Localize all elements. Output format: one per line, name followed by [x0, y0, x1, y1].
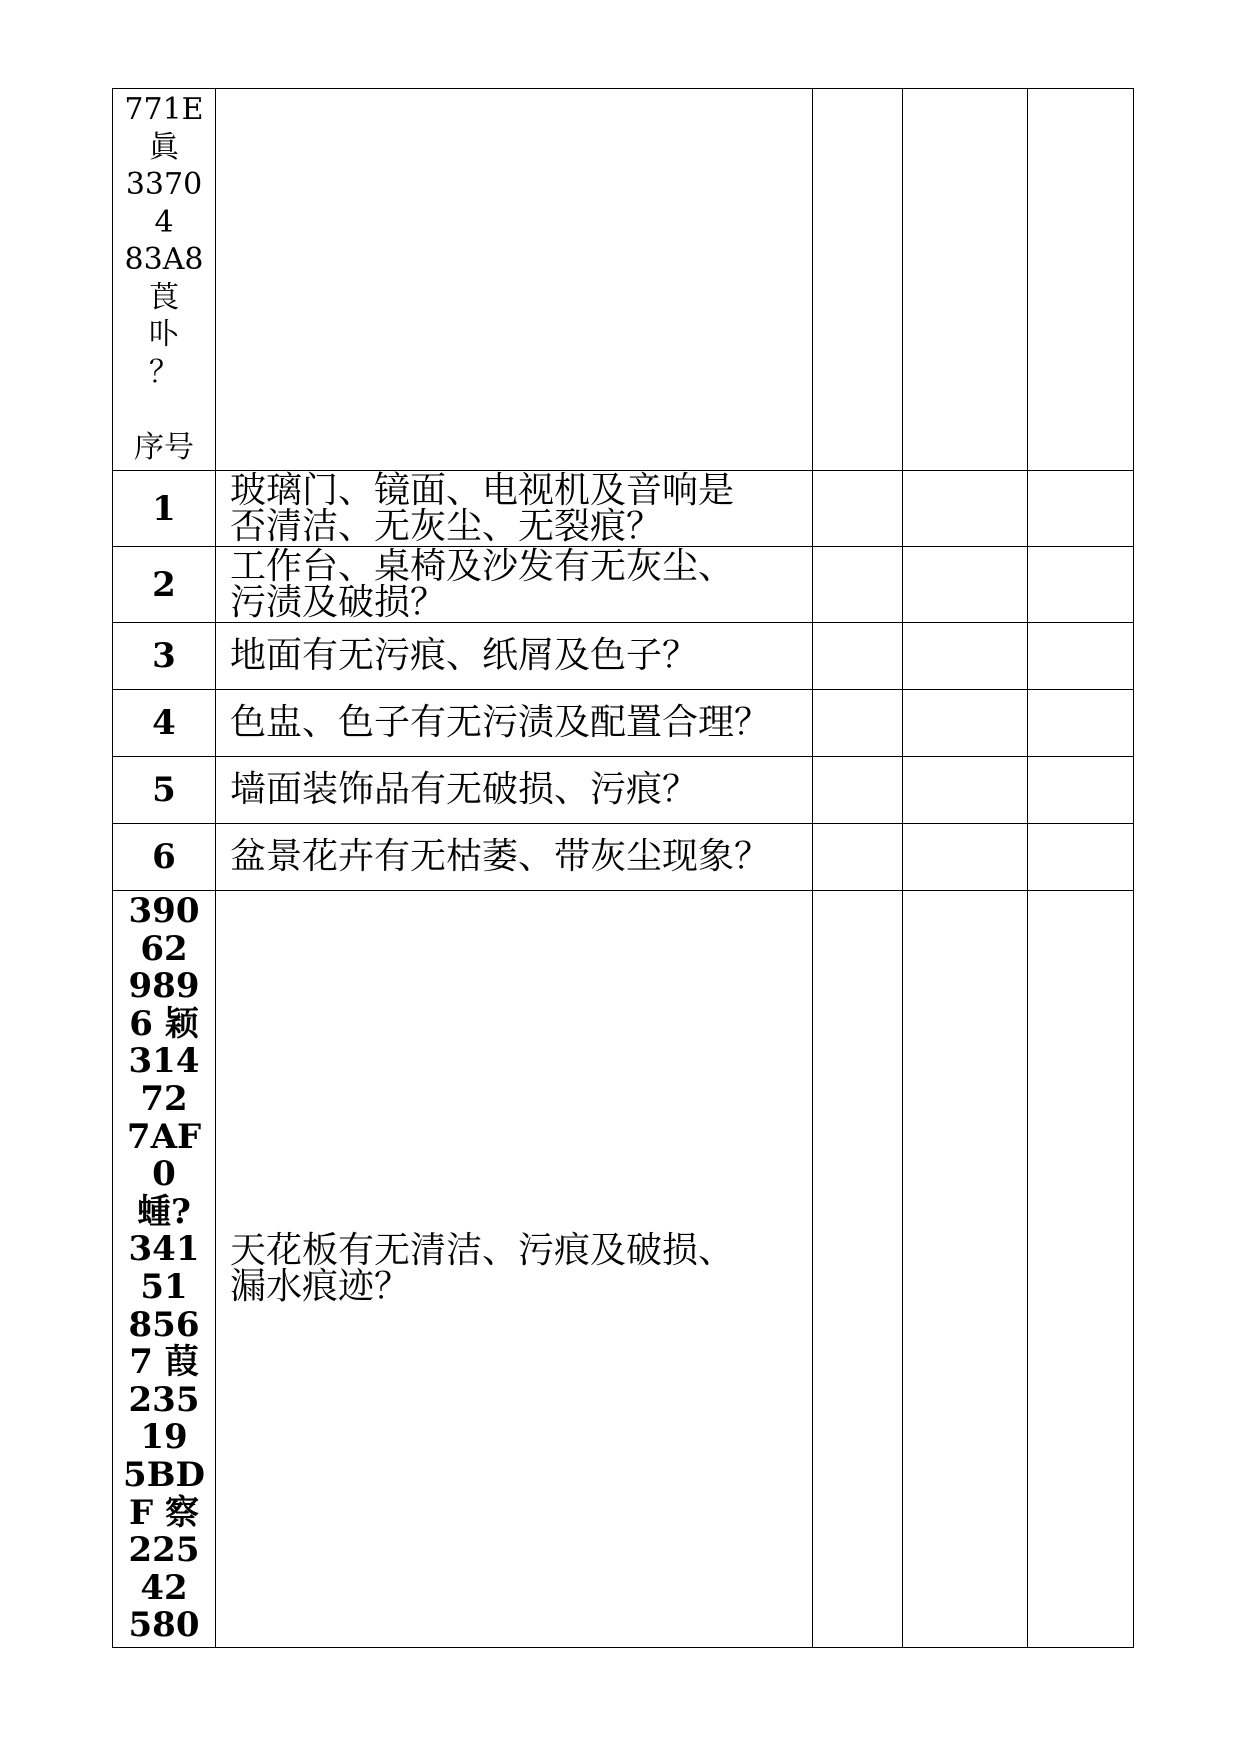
header-col3-cell: [813, 89, 903, 471]
header-col4-cell: [903, 89, 1028, 471]
side-line: 0: [152, 1154, 176, 1195]
header-line: 4: [154, 204, 174, 240]
row-cell-5: [1028, 623, 1134, 690]
row-item: [216, 623, 813, 690]
row-cell-4: [903, 471, 1028, 547]
side-line: 235: [128, 1379, 200, 1420]
side-line: 19: [140, 1417, 188, 1458]
side-line: 7AF: [126, 1116, 202, 1157]
row-cell-3: [813, 690, 903, 757]
side-line: 51: [140, 1266, 188, 1307]
row-cell-5: [1028, 891, 1134, 1648]
row-cell-3: [813, 891, 903, 1648]
row-cell-4: [903, 623, 1028, 690]
side-line: 314: [128, 1041, 200, 1082]
row-cell-3: [813, 824, 903, 891]
table-row: [113, 623, 1134, 690]
side-line: 72: [140, 1078, 188, 1119]
table-row: [113, 471, 1134, 547]
row-item: [216, 690, 813, 757]
header-line: 3370: [125, 167, 203, 202]
item-line: 玻璃门、镜面、电视机及音响是: [230, 469, 735, 511]
row-cell-5: [1028, 471, 1134, 547]
side-line: 7 葭: [129, 1342, 199, 1383]
header-serial-label: 序号: [134, 429, 194, 465]
header-line: 眞: [149, 129, 179, 165]
row-item: [216, 471, 813, 547]
row-cell-3: [813, 471, 903, 547]
side-line: 6 颖: [129, 1003, 199, 1044]
side-line: 390: [128, 891, 200, 931]
item-line: 工作台、桌椅及沙发有无灰尘、: [230, 545, 735, 587]
side-line: 62: [140, 928, 188, 969]
side-line: 989: [128, 966, 200, 1007]
row-cell-4: [903, 824, 1028, 891]
item-line: 墙面装饰品有无破损、污痕？: [230, 769, 699, 810]
row-cell-3: [813, 623, 903, 690]
item-line: 地面有无污痕、纸屑及色子？: [230, 635, 699, 676]
table-row: [113, 547, 1134, 623]
row-number: 6: [113, 824, 216, 891]
header-col5-cell: [1028, 89, 1134, 471]
table-row: [113, 690, 1134, 757]
row-cell-3: [813, 757, 903, 824]
item-line: 否清洁、无灰尘、无裂痕？: [230, 505, 663, 547]
header-line: 莨: [149, 279, 179, 315]
item-line: 污渍及破损？: [230, 581, 447, 623]
header-item-cell: [216, 89, 813, 471]
table-row: [113, 824, 1134, 891]
row-cell-5: [1028, 690, 1134, 757]
row-cell-4: [903, 547, 1028, 623]
inspection-table: [112, 88, 1134, 1648]
row-cell-3: [813, 547, 903, 623]
row-cell-5: [1028, 824, 1134, 891]
row-number: 4: [113, 690, 216, 757]
row-number: 2: [113, 547, 216, 623]
item-line: 漏水痕迹？: [230, 1266, 411, 1307]
row-number: 1: [113, 471, 216, 547]
side-line: 蝩?: [137, 1191, 191, 1232]
side-line: 225: [128, 1530, 200, 1571]
row-item: [216, 824, 813, 891]
item-line: 天花板有无清洁、污痕及破损、: [230, 1230, 735, 1271]
row-item: [216, 547, 813, 623]
row-number: 3: [113, 623, 216, 690]
header-line: 83A8: [124, 242, 204, 277]
side-line: 42: [140, 1567, 188, 1608]
side-line: 580: [128, 1605, 200, 1646]
header-line: [113, 391, 215, 429]
table-row: [113, 757, 1134, 824]
side-line: F 察: [129, 1492, 199, 1533]
item-line: 盆景花卉有无枯萎、带灰尘现象？: [230, 836, 771, 877]
row-item: [216, 891, 813, 1648]
table-row: [113, 891, 1134, 1648]
row-serial-garbled: [113, 891, 216, 1648]
header-line: 卟: [149, 317, 179, 352]
row-cell-5: [1028, 547, 1134, 623]
side-line: 341: [128, 1229, 200, 1270]
side-line: 856: [128, 1304, 200, 1345]
row-number: 5: [113, 757, 216, 824]
row-cell-5: [1028, 757, 1134, 824]
row-cell-4: [903, 757, 1028, 824]
side-line: 5BD: [123, 1454, 205, 1495]
header-line: 771E: [124, 92, 204, 127]
header-serial-cell: [113, 89, 216, 471]
row-cell-4: [903, 690, 1028, 757]
item-line: 色盅、色子有无污渍及配置合理？: [230, 702, 771, 743]
header-line: ？: [149, 354, 179, 390]
row-cell-4: [903, 891, 1028, 1648]
header-row: [113, 89, 1134, 471]
row-item: [216, 757, 813, 824]
